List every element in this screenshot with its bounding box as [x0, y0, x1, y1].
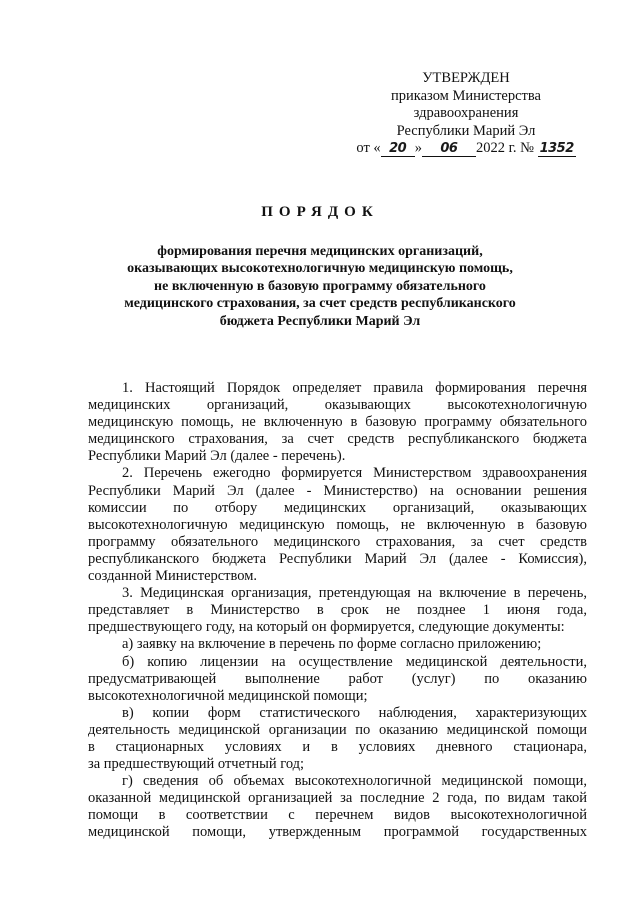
approval-line: приказом Министерства	[391, 87, 541, 104]
date-sep: »	[414, 140, 422, 157]
text-line: в) копии форм статистического наблюдения, характеризующих	[122, 704, 587, 721]
order-number: 1352	[539, 141, 574, 157]
text-line: медицинской помощи, утвержденным программой государственных	[88, 824, 587, 841]
text-line: высокотехнологичную медицинскую помощь, не включенную в базовую	[88, 516, 587, 533]
text-line: республиканского бюджета Республики Марий Эл (далее - Комиссия),	[88, 550, 587, 567]
document-body	[88, 380, 587, 842]
text-line: 3. Медицинская организация, претендующая на включение в перечень,	[122, 585, 587, 602]
text-line: предусматривающей выполнение работ (услуг) по оказанию	[88, 670, 587, 687]
text-line: медицинских организаций, оказывающих высокотехнологичную	[88, 397, 587, 414]
text-line: программу обязательного медицинского страхования, за счет средств	[88, 533, 587, 550]
date-month: 06	[422, 142, 476, 157]
text-line: медицинскую помощь, не включенную в базовую программу обязательного	[88, 414, 587, 431]
subtitle-line: не включенную в базовую программу обязательного	[154, 278, 486, 294]
text-line: г) сведения об объемах высокотехнологичной медицинской помощи,	[122, 773, 587, 790]
paragraph-3a	[88, 636, 587, 653]
text-line: 1. Настоящий Порядок определяет правила формирования перечня	[122, 380, 587, 396]
paragraph-2	[88, 465, 587, 585]
text-line: за предшествующий отчетный год;	[88, 756, 305, 773]
text-line: медицинского страхования, за счет средств республиканского бюджета	[88, 431, 587, 448]
paragraph-1	[88, 380, 587, 465]
text-line: деятельность медицинской организации по оказанию медицинской помощи	[88, 721, 587, 738]
date-day: 20	[381, 142, 415, 157]
text-line: оказанной медицинской организацией за последние 2 года, по видам такой	[88, 790, 587, 807]
paragraph-3g	[88, 773, 587, 841]
date-year: 2022 г. №	[475, 140, 534, 157]
text-line: предшествующего году, на который он формируется, следующие документы:	[88, 619, 565, 636]
approval-line: здравоохранения	[413, 105, 519, 122]
text-line: Республики Марий Эл (далее - Министерство) на основании решения	[88, 482, 587, 499]
paragraph-3	[88, 585, 587, 636]
text-line: в стационарных условиях и в условиях дневного стационара,	[88, 738, 587, 755]
paragraph-3v	[88, 705, 587, 773]
subtitle-line: формирования перечня медицинских организаций,	[157, 244, 483, 259]
subtitle-line: бюджета Республики Марий Эл	[219, 313, 421, 329]
subtitle-line: медицинского страхования, за счет средств республиканского	[124, 296, 516, 312]
text-line: помощи в соответствии с перечнем видов высокотехнологичной	[88, 807, 587, 824]
approval-block	[346, 70, 586, 158]
approval-heading: УТВЕРЖДЕН	[422, 70, 510, 86]
paragraph-3b	[88, 654, 587, 705]
document-title: ПОРЯДОК	[261, 204, 379, 220]
date-prefix: от «	[356, 140, 381, 157]
text-line: б) копию лицензии на осуществление медицинской деятельности,	[122, 653, 587, 670]
subtitle-line: оказывающих высокотехнологичную медицинскую помощь,	[127, 261, 513, 277]
text-line: Республики Марий Эл (далее - перечень).	[88, 448, 346, 465]
text-line: 2. Перечень ежегодно формируется Министерством здравоохранения	[122, 465, 587, 482]
text-line: созданной Министерством.	[88, 568, 258, 585]
approval-line: Республики Марий Эл	[396, 122, 536, 139]
text-line: а) заявку на включение в перечень по форме согласно приложению;	[122, 636, 542, 653]
document-subtitle	[80, 243, 560, 330]
approval-date-line	[346, 140, 586, 158]
text-line: высокотехнологичной медицинской помощи;	[88, 687, 368, 704]
text-line: представляет в Министерство в срок не позднее 1 июня года,	[88, 602, 587, 619]
text-line: комиссии по отбору медицинских организаций, оказывающих	[88, 499, 587, 516]
